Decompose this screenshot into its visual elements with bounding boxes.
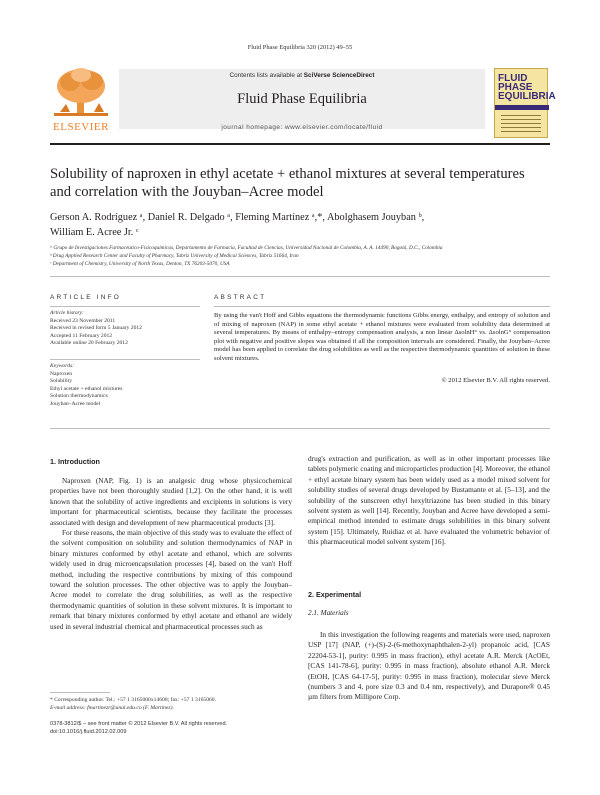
section-introduction-heading: 1. Introduction xyxy=(50,457,100,466)
footer xyxy=(50,720,310,736)
running-head: Fluid Phase Equilibria 320 (2012) 49–55 xyxy=(247,44,353,51)
abstract-copyright: © 2012 Elsevier B.V. All rights reserved. xyxy=(441,377,550,384)
abstract-rule xyxy=(50,428,550,429)
right-column-text xyxy=(308,454,550,548)
article-history: Article history: Received 23 November 2011 Received in revised form 5 January 2012 Accepted 11 February 2012 Available online 20 February 2012 xyxy=(50,310,142,346)
paragraph: For these reasons, the main objective of this study was to evaluate the effect of the solvent composition on solubility and solution thermodynamics of NAP in binary mixtures conformed by ethyl acetate and ethanol, which are solvents widely used in drug microencapsulation processes [4], based on the van't Hoff method, including the respective contributions by mixing of this compound toward the solution processes. The other objective was to apply the Jouyban–Acree model to correlate the drug solubilities, as well as the respective thermodynamic quantities of solution in these solvent mixtures. It is important to remark that binary mixtures conformed by ethyl acetate and ethanol are widely used in several industrial chemical and pharmaceutical processes such as xyxy=(50,528,292,631)
paragraph: drug's extraction and purification, as well as in other important processes like tablets polymeric coating and microparticles production [4]. Moreover, the ethanol + ethyl acetate binary system has been widely used as a model mixed solvent for solubility studies of several drugs developed by Bustamante et al. [5–13], and the solubility of the sunscreen ethyl hexyltriazone has been studied in this binary solvent system as well [14]. Recently, Jouyban and Acree have developed a semi-empirical method intended to estimate drugs solubilities in this binary solvent system [15]. Ultimately, Ruidiaz et al. have evaluated the volumetric behavior of this pharmaceutical model solvent system [16]. xyxy=(308,454,550,547)
abstract-text: By using the van't Hoff and Gibbs equations the thermodynamic functions Gibbs energy, enthalpy, and entropy of solution and of mixing of naproxen (NAP) in some ethyl acetate + ethanol mixtures were evaluated from solubility data determined at several temperatures. By means of enthalpy–entropy compensation analysis, a non linear ΔsolnH° vs. ΔsolnG° compensation plot with negative and positive slopes was obtained if all the composition intervals are considered. Finally, the Jouyban–Acree model has been applied to correlate the drug solubilities as well as the respective thermodynamic quantities of solution in these solvent mixtures. xyxy=(214,312,550,362)
affiliation-c: ᶜ Department of Chemistry, University of North Texas, Denton, TX 76203-5070, USA xyxy=(50,261,230,267)
affiliation-rule xyxy=(50,276,550,277)
author-list: Gerson A. Rodríguez ᵃ, Daniel R. Delgado ᵃ, Fleming Martínez ᵃ,*, Abolghasem Jouyban ᵇ, William E. Acree Jr. ᶜ xyxy=(50,212,425,238)
corresponding-author-note: * Corresponding author. Tel.: +57 1 3165000x14608; fax: +57 1 3165060. xyxy=(50,697,217,703)
journal-homepage xyxy=(119,124,485,131)
affiliation-b: ᵇ Drug Applied Research Center and Faculty of Pharmacy, Tabriz University of Medical Sciences, Tabriz 51664, Iran xyxy=(50,253,299,259)
doi-line[interactable]: doi:10.1016/j.fluid.2012.02.009 xyxy=(50,729,127,736)
subsection-materials-heading: 2.1. Materials xyxy=(308,609,349,617)
journal-name: Fluid Phase Equilibria xyxy=(237,91,367,107)
materials-text xyxy=(308,630,550,703)
contents-prefix: Contents lists available at xyxy=(229,72,304,79)
paragraph: Naproxen (NAP, Fig. 1) is an analgesic drug whose physicochemical properties have not been thoroughly studied [1,2]. On the other hand, it is well known that the solubility of active ingredients and excipients in solutions is very important for pharmaceutical scientists, because they facilitate the processes associated with design and development of new pharmaceutical products [3]. xyxy=(50,476,292,527)
affiliation-a: ᵃ Grupo de Investigaciones Farmacéutico-Fisicoquímicas, Departamento de Farmacia, Facultad de Ciencias, Universidad Nacional de Colombia, A. A. 14490, Bogotá, D.C., Colombia xyxy=(50,245,443,251)
contents-line xyxy=(119,72,485,79)
homepage-label: journal homepage: xyxy=(221,124,286,131)
article-info-heading: ARTICLE INFO xyxy=(50,294,122,301)
footnotes xyxy=(50,696,292,712)
paragraph: In this investigation the following reagents and materials were used, naproxen USP [17] (NAP, (+)-(S)-2-(6-methoxynaphthalen-2-yl) propanoic acid, [CAS 22204-53-1], purity: 0.995 in mass fraction), ethyl acetate A.R. Merck (AcOEt, [CAS 141-78-6], purity: 0.995 in mass fraction), absolute ethanol A.R. Merck (EtOH, [CAS 64-17-5], purity: 0.995 in mass fraction), molecular sieve Merck (numbers 3 and 4, pore size 0.3 and 0.4 nm, respectively), and Durapore® 0.45 µm filters from Millipore Corp. xyxy=(308,630,550,702)
sciencedirect-link[interactable]: SciVerse ScienceDirect xyxy=(303,72,375,79)
masthead-rule xyxy=(50,143,550,145)
abstract-heading: ABSTRACT xyxy=(214,294,267,301)
cover-title: FLUID PHASE EQUILIBRIA xyxy=(498,73,556,102)
footnote-rule xyxy=(50,692,110,693)
keywords: Keywords: Naproxen Solubility Ethyl acetate + ethanol mixtures Solution thermodynamics Jouyban–Acree model xyxy=(50,363,123,407)
article-title: Solubility of naproxen in ethyl acetate + ethanol mixtures at several temperatures and correlation with the Jouyban–Acree model xyxy=(50,166,525,200)
publisher-logo-text: ELSEVIER xyxy=(53,121,109,133)
email-note: E-mail address: fmartinezr@unal.edu.co (F. Martínez). xyxy=(50,705,174,711)
homepage-link[interactable]: www.elsevier.com/locate/fluid xyxy=(285,124,383,131)
introduction-text xyxy=(50,476,292,632)
issn-line: 0378-3812/$ – see front matter © 2012 Elsevier B.V. All rights reserved. xyxy=(50,721,228,727)
journal-cover-thumbnail xyxy=(494,68,556,138)
section-experimental-heading: 2. Experimental xyxy=(308,590,362,599)
